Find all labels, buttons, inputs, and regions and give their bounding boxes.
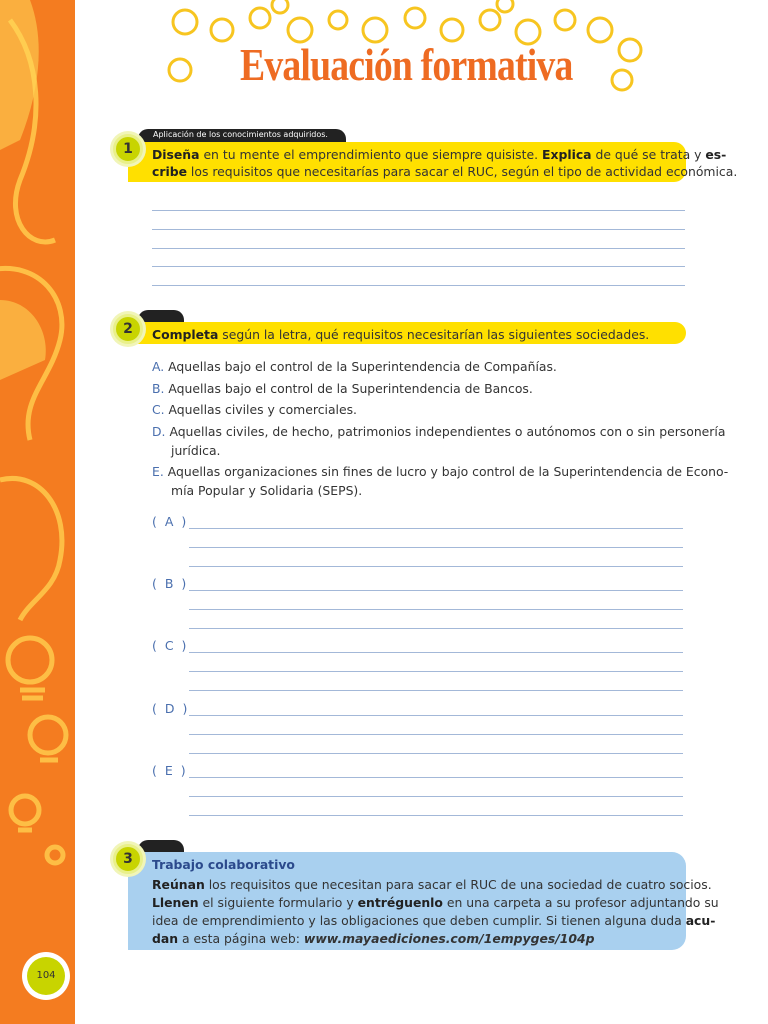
- page-title: Evaluación formativa: [240, 39, 573, 90]
- q3-line1: Reúnan los requisitos que necesitan para sacar el RUC de una sociedad de cuatro socios.: [152, 877, 712, 892]
- answer-line[interactable]: [189, 815, 683, 816]
- page-number: 104: [27, 957, 65, 995]
- answer-line[interactable]: [152, 210, 685, 211]
- q3-line4: dan a esta página web: www.mayaediciones.com/1empyges/104p: [152, 931, 595, 946]
- q2-item-b: B. Aquellas bajo el control de la Superintendencia de Bancos.: [152, 381, 533, 396]
- answer-line[interactable]: [189, 528, 683, 529]
- q3-heading: Trabajo colaborativo: [152, 857, 295, 872]
- answer-line[interactable]: [152, 266, 685, 267]
- answer-label-d: ( D ): [152, 701, 190, 716]
- q1-instruction-line1: Diseña en tu mente el emprendimiento que siempre quisiste. Explica de qué se trata y es-: [152, 147, 727, 162]
- answer-line[interactable]: [189, 566, 683, 567]
- answer-line[interactable]: [189, 590, 683, 591]
- q3-line3: idea de emprendimiento y las obligaciones que deben cumplir. Si tienen alguna duda acu-: [152, 913, 716, 928]
- q1-tab-label: Aplicación de los conocimientos adquiridos.: [153, 130, 328, 139]
- lightbulb-pattern-icon: [0, 0, 75, 1024]
- q2-item-c: C. Aquellas civiles y comerciales.: [152, 402, 357, 417]
- q3-number-badge: 3: [113, 844, 143, 874]
- q2-item-d-cont: jurídica.: [171, 443, 221, 458]
- q3-line2: Llenen el siguiente formulario y entréguenlo en una carpeta a su profesor adjuntando su: [152, 895, 719, 910]
- answer-label-e: ( E ): [152, 763, 188, 778]
- answer-label-a: ( A ): [152, 514, 189, 529]
- website-link[interactable]: www.mayaediciones.com/1empyges/104p: [303, 931, 595, 946]
- answer-line[interactable]: [189, 715, 683, 716]
- q2-item-a: A. Aquellas bajo el control de la Superintendencia de Compañías.: [152, 359, 557, 374]
- q2-item-e-cont: mía Popular y Solidaria (SEPS).: [171, 483, 363, 498]
- answer-line[interactable]: [152, 248, 685, 249]
- answer-line[interactable]: [189, 609, 683, 610]
- answer-line[interactable]: [189, 777, 683, 778]
- answer-line[interactable]: [189, 547, 683, 548]
- q1-tab: [138, 129, 346, 143]
- answer-line[interactable]: [189, 753, 683, 754]
- answer-line[interactable]: [189, 734, 683, 735]
- answer-line[interactable]: [189, 690, 683, 691]
- q2-item-e: E. Aquellas organizaciones sin fines de lucro y bajo control de la Superintendencia de Econo-: [152, 464, 729, 479]
- answer-line[interactable]: [152, 229, 685, 230]
- answer-line[interactable]: [189, 671, 683, 672]
- answer-line[interactable]: [189, 628, 683, 629]
- answer-line[interactable]: [189, 652, 683, 653]
- q2-item-d: D. Aquellas civiles, de hecho, patrimonios independientes o autónomos con o sin personería: [152, 424, 726, 439]
- decorative-sidebar: [0, 0, 75, 1024]
- answer-label-c: ( C ): [152, 638, 189, 653]
- q1-number-badge: 1: [113, 134, 143, 164]
- q2-number-badge: 2: [113, 314, 143, 344]
- answer-line[interactable]: [189, 796, 683, 797]
- answer-line[interactable]: [152, 285, 685, 286]
- q2-instruction: Completa según la letra, qué requisitos necesitarían las siguientes sociedades.: [152, 327, 650, 342]
- page-number-badge: [22, 952, 70, 1000]
- answer-label-b: ( B ): [152, 576, 189, 591]
- q1-instruction-line2: cribe los requisitos que necesitarías para sacar el RUC, según el tipo de actividad económica.: [152, 164, 738, 179]
